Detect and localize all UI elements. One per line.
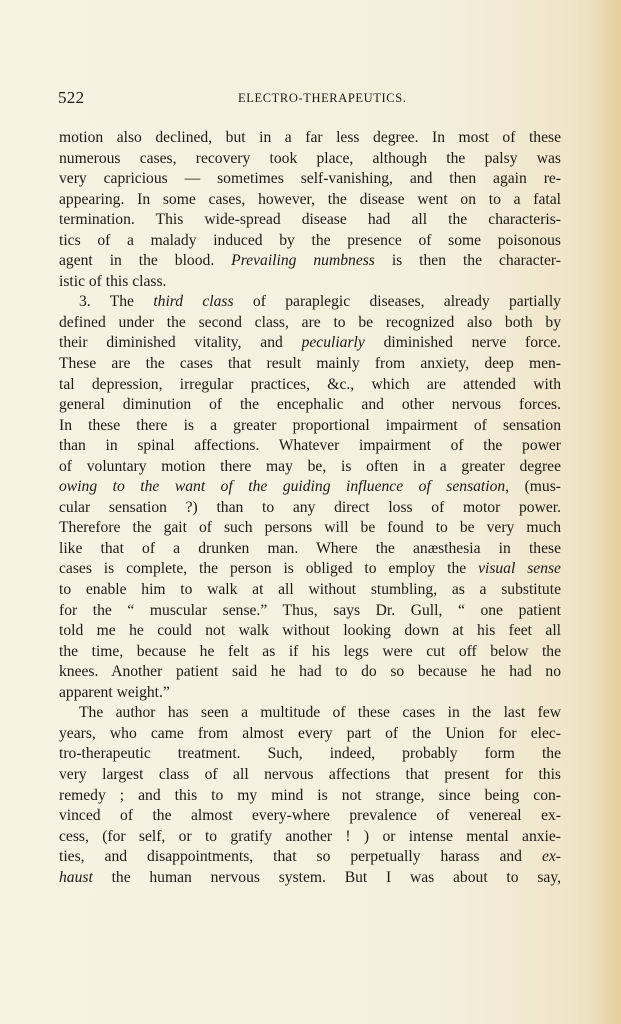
running-title: ELECTRO-THERAPEUTICS.: [238, 91, 407, 105]
italic-text: third class: [153, 293, 234, 311]
text-segment: Therefore the gait of such persons will be found to be very much: [59, 519, 561, 537]
italic-text: haust: [59, 868, 93, 886]
text-segment: , (mus-: [505, 478, 561, 496]
text-segment: tics of a malady induced by the presence of some poisonous: [59, 231, 561, 249]
italic-text: owing to the want of the guiding influence of sensation: [59, 478, 506, 496]
text-line: [59, 210, 561, 231]
text-segment: diminished nerve force.: [364, 334, 561, 352]
text-line: [59, 559, 561, 580]
text-line: [59, 765, 561, 786]
page-number: 522: [58, 88, 85, 107]
text-line: [59, 128, 561, 149]
text-segment: very largest class of all nervous affections that present for this: [59, 765, 561, 783]
text-segment: knees. Another patient said he had to do so because he had no: [59, 663, 561, 681]
text-segment: ties, and disappointments, that so perpetually harass and: [59, 848, 542, 866]
text-line: [59, 580, 561, 601]
text-segment: their diminished vitality, and: [59, 334, 302, 352]
text-segment: to enable him to walk at all without stumbling, as a substitute: [59, 581, 561, 599]
text-line: [59, 539, 561, 560]
text-line: [59, 703, 561, 724]
text-line: [59, 806, 561, 827]
text-line: [59, 662, 561, 683]
text-segment: cular sensation ?) than to any direct loss of motor power.: [59, 498, 561, 516]
text-line: [59, 354, 561, 375]
page-header: [58, 88, 558, 110]
text-segment: very capricious — sometimes self-vanishing, and then again re-: [59, 170, 561, 188]
text-segment: motion also declined, but in a far less degree. In most of these: [59, 129, 561, 146]
italic-text: Prevailing numbness: [231, 252, 375, 270]
text-line: [59, 477, 561, 498]
text-segment: vinced of the almost every-where prevalence of venereal ex-: [59, 807, 561, 825]
text-segment: termination. This wide-spread disease had all the characteris-: [59, 211, 561, 229]
body-text: [59, 128, 561, 888]
text-line: [59, 292, 561, 313]
text-segment: The author has seen a multitude of these cases in the last few: [79, 704, 561, 722]
text-segment: told me he could not walk without looking down at his feet all: [59, 622, 561, 640]
text-line: [59, 190, 561, 211]
text-line: [59, 498, 561, 519]
text-segment: appearing. In some cases, however, the disease went on to a fatal: [59, 190, 561, 208]
text-line: [59, 149, 561, 170]
text-segment: of paraplegic diseases, already partially: [233, 293, 561, 311]
text-segment: 3. The: [79, 293, 154, 311]
italic-text: ex-: [541, 848, 561, 866]
text-segment: numerous cases, recovery took place, although the palsy was: [59, 149, 561, 167]
text-segment: for the “ muscular sense.” Thus, says Dr. Gull, “ one patient: [59, 601, 561, 619]
text-segment: cases is complete, the person is obliged to employ the: [59, 560, 479, 578]
text-line: [59, 375, 561, 396]
text-line: [59, 868, 561, 889]
text-line: [59, 827, 561, 848]
text-segment: the time, because he felt as if his legs were cut off below the: [59, 642, 561, 660]
text-line: [59, 744, 561, 765]
text-line: [59, 621, 561, 642]
text-line: [59, 847, 561, 868]
text-line: [59, 724, 561, 745]
text-segment: apparent weight.”: [59, 683, 170, 701]
text-line: [59, 395, 561, 416]
text-line: [59, 518, 561, 539]
text-segment: years, who came from almost every part of the Union for elec-: [59, 724, 561, 742]
text-segment: tal depression, irregular practices, &c., which are attended with: [59, 375, 561, 393]
text-segment: tro-therapeutic treatment. Such, indeed, probably form the: [59, 745, 561, 763]
text-segment: In these there is a greater proportional impairment of sensation: [59, 416, 561, 434]
text-line: [59, 786, 561, 807]
text-line: [59, 601, 561, 622]
text-segment: defined under the second class, are to be recognized also both by: [59, 313, 561, 331]
text-segment: is then the character-: [374, 252, 561, 270]
text-line: [59, 333, 561, 354]
text-line: [59, 457, 561, 478]
text-line: [59, 436, 561, 457]
text-line: [59, 251, 561, 272]
text-segment: These are the cases that result mainly from anxiety, deep men-: [59, 355, 561, 373]
text-line: [59, 683, 561, 704]
text-segment: istic of this class.: [59, 272, 167, 290]
text-line: [59, 642, 561, 663]
text-segment: general diminution of the encephalic and other nervous forces.: [59, 396, 561, 414]
text-segment: of voluntary motion there may be, is often in a greater degree: [59, 457, 561, 475]
text-segment: than in spinal affections. Whatever impairment of the power: [59, 437, 561, 455]
text-line: [59, 313, 561, 334]
text-line: [59, 231, 561, 252]
text-line: [59, 272, 561, 293]
text-segment: like that of a drunken man. Where the anæsthesia in these: [59, 539, 561, 557]
text-segment: remedy ; and this to my mind is not strange, since being con-: [59, 786, 561, 804]
italic-text: peculiarly: [301, 334, 365, 352]
text-segment: agent in the blood.: [59, 252, 232, 270]
text-line: [59, 416, 561, 437]
italic-text: visual sense: [478, 560, 561, 578]
page-edge-shading: [599, 0, 621, 1024]
text-segment: cess, (for self, or to gratify another ! ) or intense mental anxie-: [59, 827, 561, 845]
text-segment: the human nervous system. But I was about to say,: [92, 868, 561, 886]
text-line: [59, 169, 561, 190]
